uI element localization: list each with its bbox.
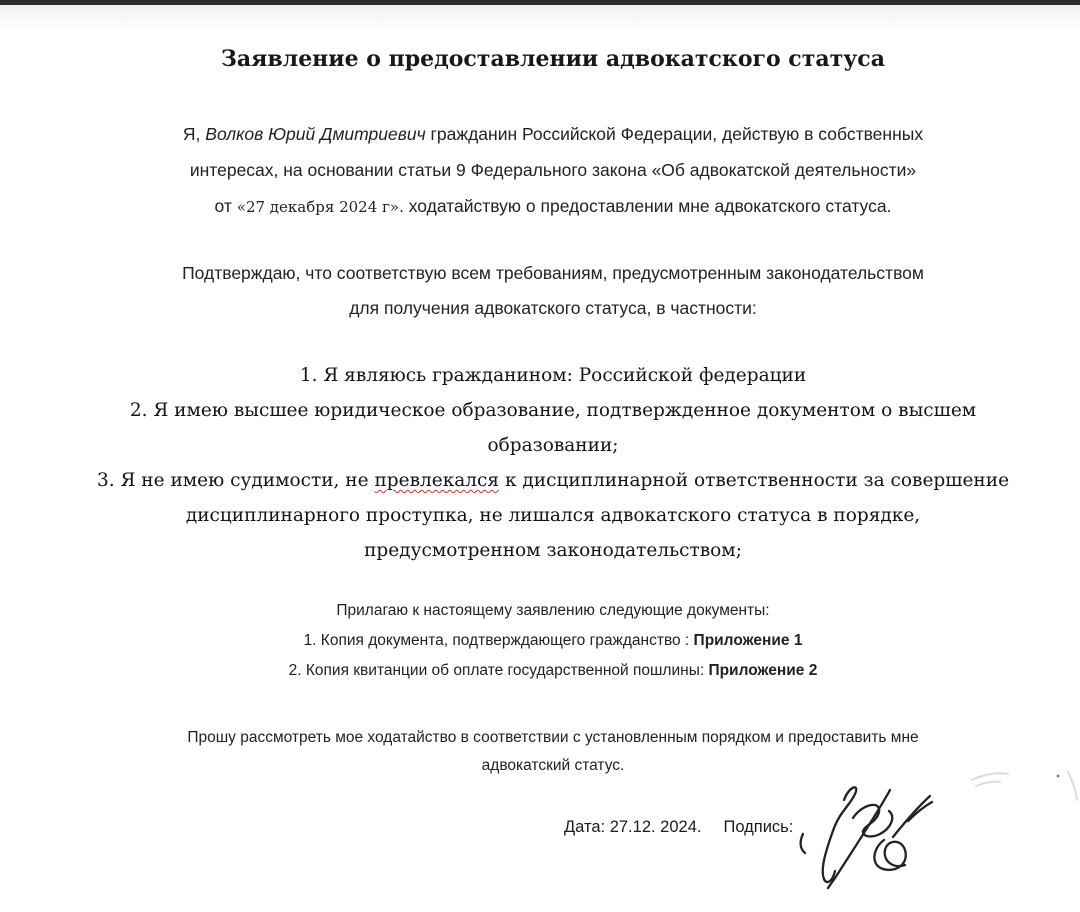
closing-paragraph — [52, 724, 1054, 780]
confirmation-line-2: для получения адвокатского статуса, в частности: — [349, 298, 757, 318]
document-title: Заявление о предоставлении адвокатского статуса — [221, 46, 885, 72]
date-signature-row — [52, 810, 1054, 912]
requirement-item-3-line-2: дисциплинарного проступка, не лишался адвокатского статуса в порядке, — [185, 505, 921, 526]
attachments-heading: Прилагаю к настоящему заявлению следующие документы: — [336, 602, 770, 619]
intro-line-3 — [52, 188, 1054, 225]
intro-prefix: Я, — [182, 124, 206, 144]
requirements-list — [52, 358, 1054, 568]
application-document — [0, 43, 1080, 912]
confirmation-paragraph — [52, 256, 1054, 326]
requirement-item-3-line-3: предусмотренном законодательством; — [364, 540, 742, 561]
item3-prefix: 3. Я не имею судимости, не — [96, 470, 375, 491]
application-date-quoted: «27 декабря 2024 г». — [236, 198, 404, 216]
intro-line1-rest: гражданин Российской Федерации, действую в собственных — [425, 124, 924, 144]
requirement-item-3-line-1 — [52, 463, 1054, 498]
applicant-name: Волков Юрий Дмитриевич — [205, 124, 426, 144]
intro-line-1 — [52, 116, 1054, 152]
attachments-section — [52, 596, 1054, 686]
attachment2-text: 2. Копия квитанции об оплате государственной пошлины: — [288, 662, 709, 679]
faint-scan-artifacts — [950, 748, 1080, 818]
confirmation-line-1: Подтверждаю, что соответствую всем требованиям, предусмотренным законодательством — [182, 263, 924, 283]
signature-label: Подпись: — [723, 818, 794, 836]
top-edge-shadow — [0, 5, 1080, 31]
date-value: Дата: 27.12. 2024. — [564, 818, 702, 836]
attachment1-reference: Приложение 1 — [693, 632, 803, 649]
requirement-item-1: 1. Я являюсь гражданином: Российской федерации — [299, 365, 807, 386]
item3-suffix: к дисциплинарной ответственности за совершение — [499, 470, 1010, 491]
requirement-item-2-line-1: 2. Я имею высшее юридическое образование, подтвержденное документом о высшем — [129, 400, 977, 421]
attachment-item-1 — [52, 626, 1054, 656]
attachment2-reference: Приложение 2 — [708, 662, 818, 679]
handwritten-signature — [797, 776, 937, 896]
closing-line-1: Прошу рассмотреть мое ходатайство в соответствии с установленным порядком и предоставить мне — [187, 729, 919, 746]
misspelled-word: превлекался — [374, 470, 500, 491]
attachment1-text: 1. Копия документа, подтверждающего гражданство : — [303, 632, 694, 649]
intro-paragraph — [52, 116, 1054, 225]
attachment-item-2 — [52, 656, 1054, 686]
closing-line-2: адвокатский статус. — [481, 757, 625, 774]
requirement-item-2-line-2: образовании; — [487, 435, 619, 456]
date-signature-text — [564, 812, 793, 842]
intro-line3-prefix: от — [214, 196, 237, 216]
intro-line-2: интересах, на основании статьи 9 Федерального закона «Об адвокатской деятельности» — [189, 160, 917, 180]
intro-line3-rest: ходатайствую о предоставлении мне адвокатского статуса. — [403, 196, 892, 216]
